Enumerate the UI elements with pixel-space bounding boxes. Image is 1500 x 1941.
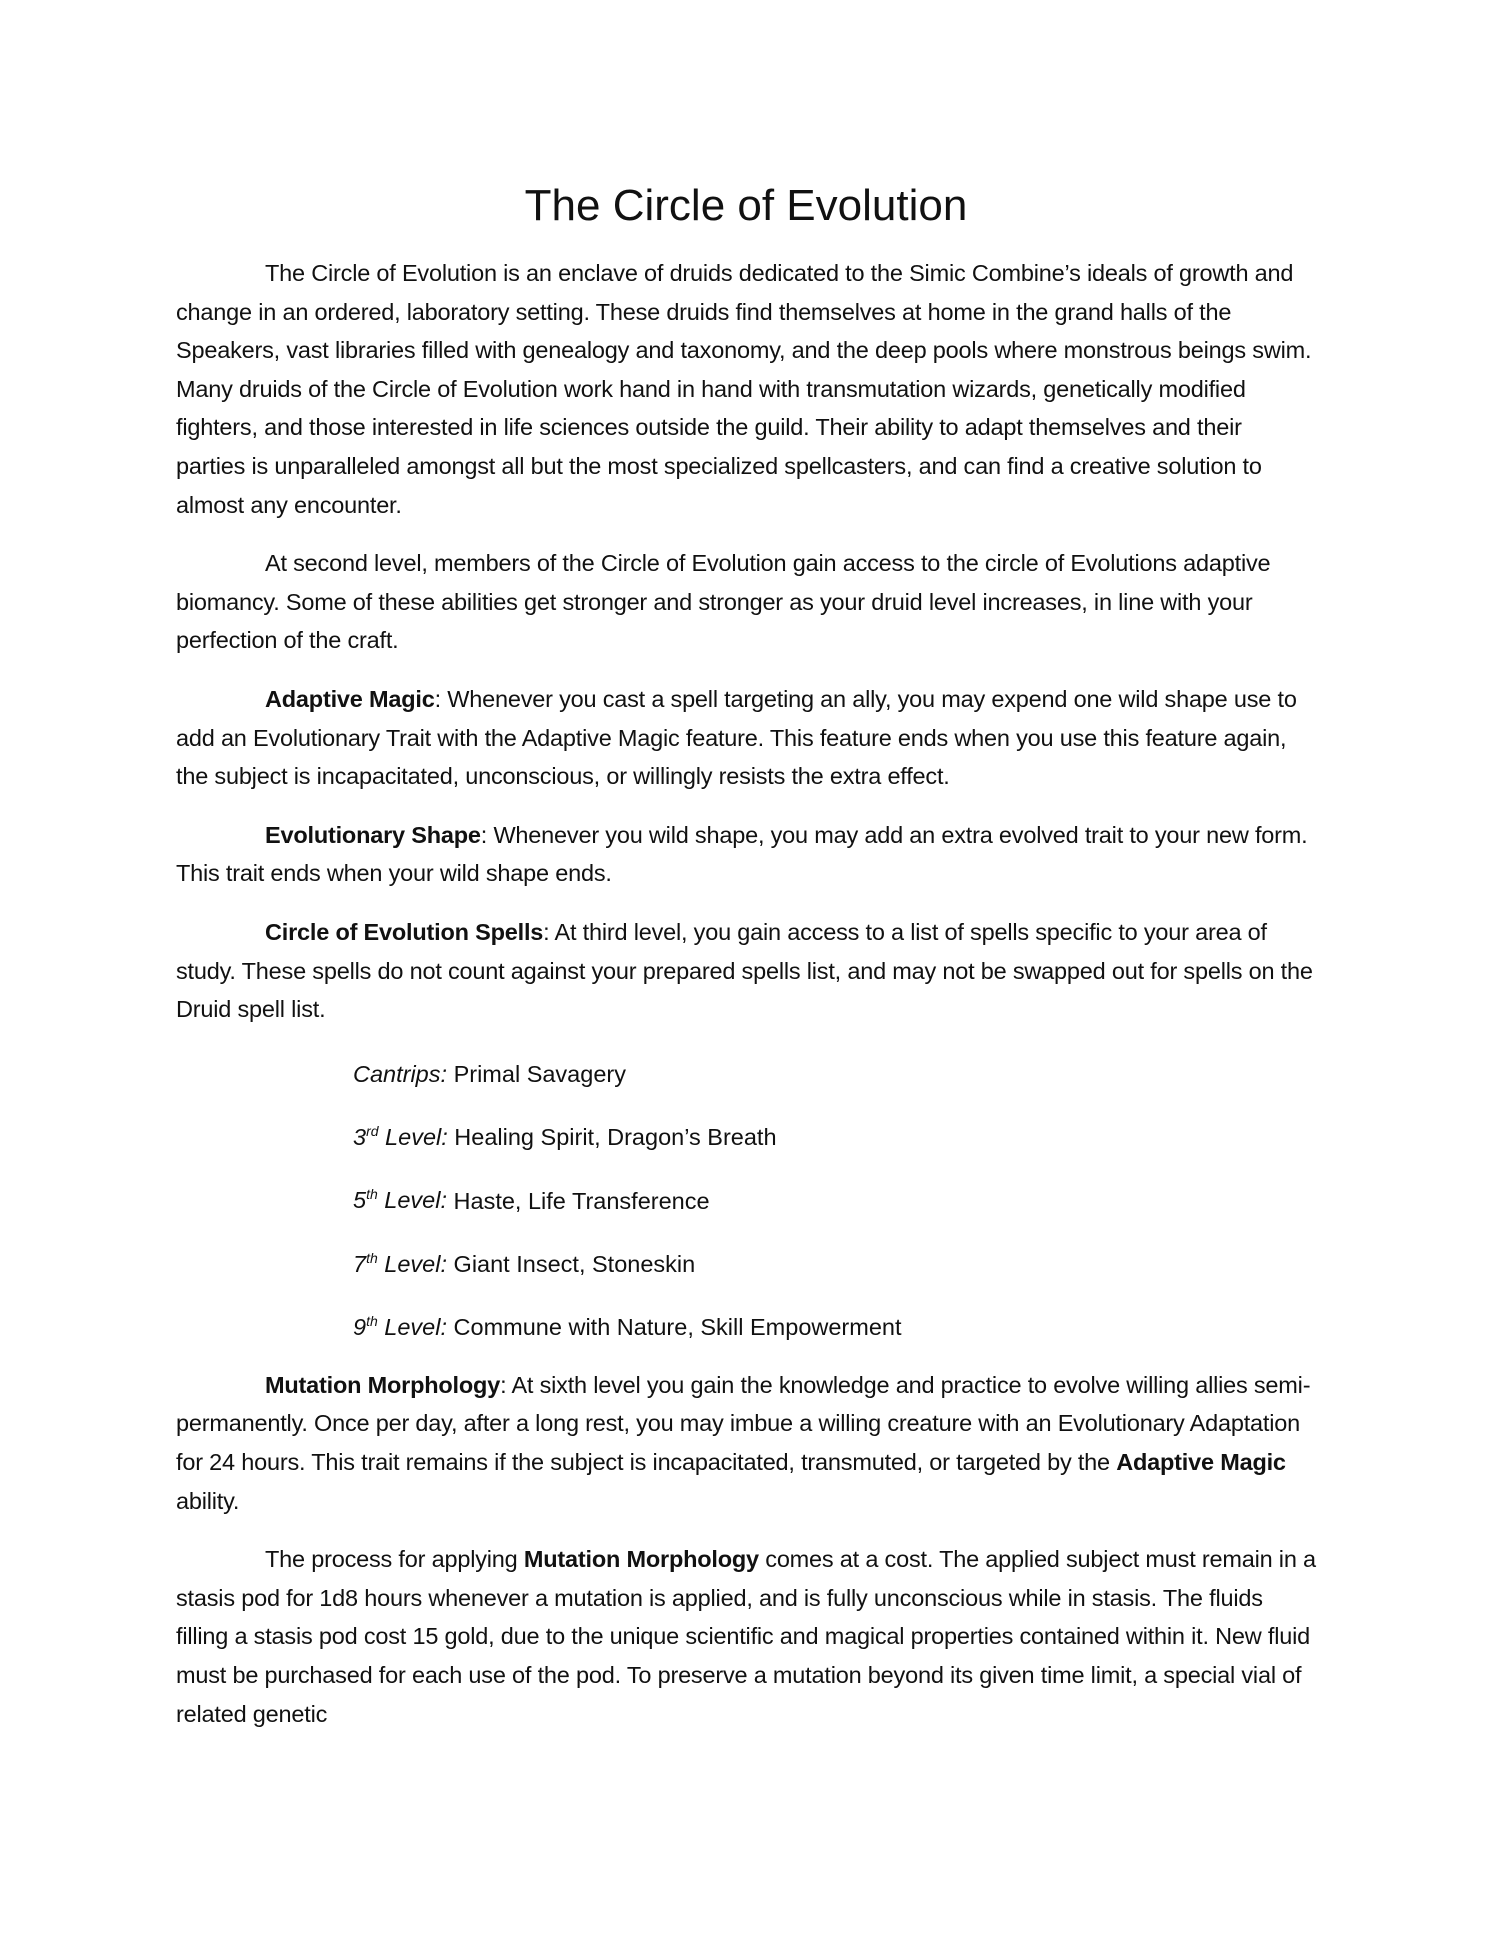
spell-list-item: 5th Level: Haste, Life Transference [353,1186,710,1214]
evolutionary-shape-paragraph [176,816,1316,893]
spell-list-item [353,1049,1316,1093]
spell-level-label: Cantrips: [353,1060,448,1087]
adaptive-magic-paragraph [176,680,1316,796]
spell-list [353,1049,1316,1347]
second-level-paragraph: At second level, members of the Circle of Evolution gain access to the circle of Evolutions adaptive biomancy. Some of these abilities get stronger and stronger as your druid level increases, in line with your perfection of the craft. [176,550,1271,654]
spell-level-label: Level: [377,1187,448,1214]
spell-names: Healing Spirit, Dragon’s Breath [447,1123,777,1150]
spell-names: Giant Insect, Stoneskin [447,1250,696,1277]
spells-text: : At third level, you gain access to a list of spells specific to your area of study. These spells do not count against your prepared spells list, and may not be swapped out for spells on the Druid spell list. [176,918,1313,1023]
spells-term: Circle of Evolution Spells [265,918,544,945]
spell-names: Primal Savagery [447,1060,626,1087]
process-paragraph: The process for applying Mutation Morphology comes at a cost. The applied subject must remain in a stasis pod for 1d8 hours whenever a mutation is applied, and is fully unconscious while in stasis. The fluids filling a stasis pod cost 15 gold, due to the unique scientific and magical properties contained within it. New fluid must be purchased for each use of the pod. To preserve a mutation beyond its given time limit, a special vial of related genetic [176,1546,1316,1727]
spells-paragraph [176,913,1316,1029]
spell-level-label: Level: [377,1314,448,1341]
mutation-term: Mutation Morphology [265,1371,501,1398]
adaptive-magic-text: : Whenever you cast a spell targeting an ally, you may expend one wild shape use to add an Evolutionary Trait with the Adaptive Magic feature. This feature ends when you use this feature again, the subject is incapacitated, unconscious, or willingly resists the extra effect. [176,685,1297,790]
spell-names: Commune with Nature, Skill Empowerment [447,1314,902,1341]
adaptive-magic-term: Adaptive Magic [265,685,435,712]
evolutionary-shape-text: : Whenever you wild shape, you may add an extra evolved trait to your new form. This trait ends when your wild shape ends. [176,821,1308,887]
spell-list-item: 3rd Level: Healing Spirit, Dragon’s Breath [353,1123,777,1150]
spell-list-item: 9th Level: Commune with Nature, Skill Empowerment [353,1313,902,1341]
adaptive-magic-reference: Adaptive Magic [1116,1448,1286,1475]
mutation-morphology-paragraph: Mutation Morphology: At sixth level you gain the knowledge and practice to evolve willing allies semi-permanently. Once per day, after a long rest, you may imbue a willing creature with an Evolutionary Adaptation for 24 hours. This trait remains if the subject is incapacitated, transmuted, or targeted by the Adaptive Magic ability. [176,1371,1311,1514]
spell-level-label: Level: [377,1250,448,1277]
page-title: The Circle of Evolution [524,181,968,230]
intro-paragraph: The Circle of Evolution is an enclave of druids dedicated to the Simic Combine’s ideals of growth and change in an ordered, laboratory setting. These druids find themselves at home in the grand halls of the Speakers, vast libraries filled with genealogy and taxonomy, and the deep pools where monstrous beings swim. Many druids of the Circle of Evolution work hand in hand with transmutation wizards, genetically modified fighters, and those interested in life sciences outside the guild. Their ability to adapt themselves and their parties is unparalleled amongst all but the most specialized spellcasters, and can find a creative solution to almost any encounter. [176,260,1312,518]
spell-list-item: 7th Level: Giant Insect, Stoneskin [353,1249,696,1277]
evolutionary-shape-term: Evolutionary Shape [265,821,481,848]
spell-names: Haste, Life Transference [447,1187,710,1214]
mutation-morphology-reference: Mutation Morphology [523,1546,759,1573]
document-page [176,178,1316,1753]
spell-level-label: Level: [378,1123,448,1150]
